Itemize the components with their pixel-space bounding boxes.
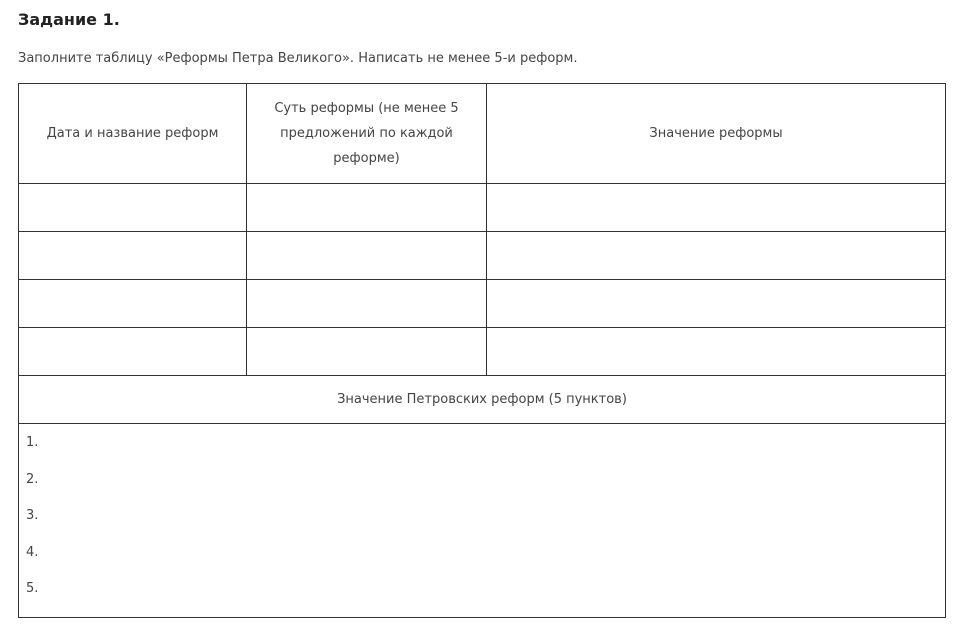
- section-title: Значение Петровских реформ (5 пунктов): [19, 376, 946, 424]
- table-cell[interactable]: [247, 328, 487, 376]
- header-date-name: Дата и название реформ: [19, 84, 247, 184]
- header-essence: [247, 84, 487, 184]
- table-cell[interactable]: [19, 184, 247, 232]
- table-cell[interactable]: [247, 232, 487, 280]
- points-cell[interactable]: [19, 424, 946, 618]
- list-item: 5.: [26, 581, 39, 596]
- table-cell[interactable]: [19, 328, 247, 376]
- table-row: [19, 280, 946, 328]
- list-item: 3.: [26, 508, 39, 523]
- table-cell[interactable]: [487, 328, 946, 376]
- table-cell[interactable]: [487, 280, 946, 328]
- list-item: 1.: [26, 435, 39, 450]
- table-cell[interactable]: [247, 184, 487, 232]
- table-row: [19, 328, 946, 376]
- table-header-row: [19, 84, 946, 184]
- task-instruction: Заполните таблицу «Реформы Петра Великого». Написать не менее 5-и реформ.: [18, 51, 578, 66]
- table-cell[interactable]: [487, 184, 946, 232]
- table-cell[interactable]: [247, 280, 487, 328]
- task-title: Задание 1.: [18, 10, 120, 29]
- table-row: [19, 184, 946, 232]
- table-cell[interactable]: [19, 280, 247, 328]
- points-row: [19, 424, 946, 618]
- list-item: 2.: [26, 471, 39, 487]
- table-cell[interactable]: [19, 232, 247, 280]
- list-item: 4.: [26, 544, 39, 560]
- header-significance: Значение реформы: [487, 84, 946, 184]
- table-row: [19, 232, 946, 280]
- header-essence-label: Суть реформы (не менее 5 предложений по каждой реформе): [274, 101, 459, 166]
- reforms-table: [18, 83, 946, 618]
- section-row: [19, 376, 946, 424]
- points-list: [19, 424, 945, 617]
- table-cell[interactable]: [487, 232, 946, 280]
